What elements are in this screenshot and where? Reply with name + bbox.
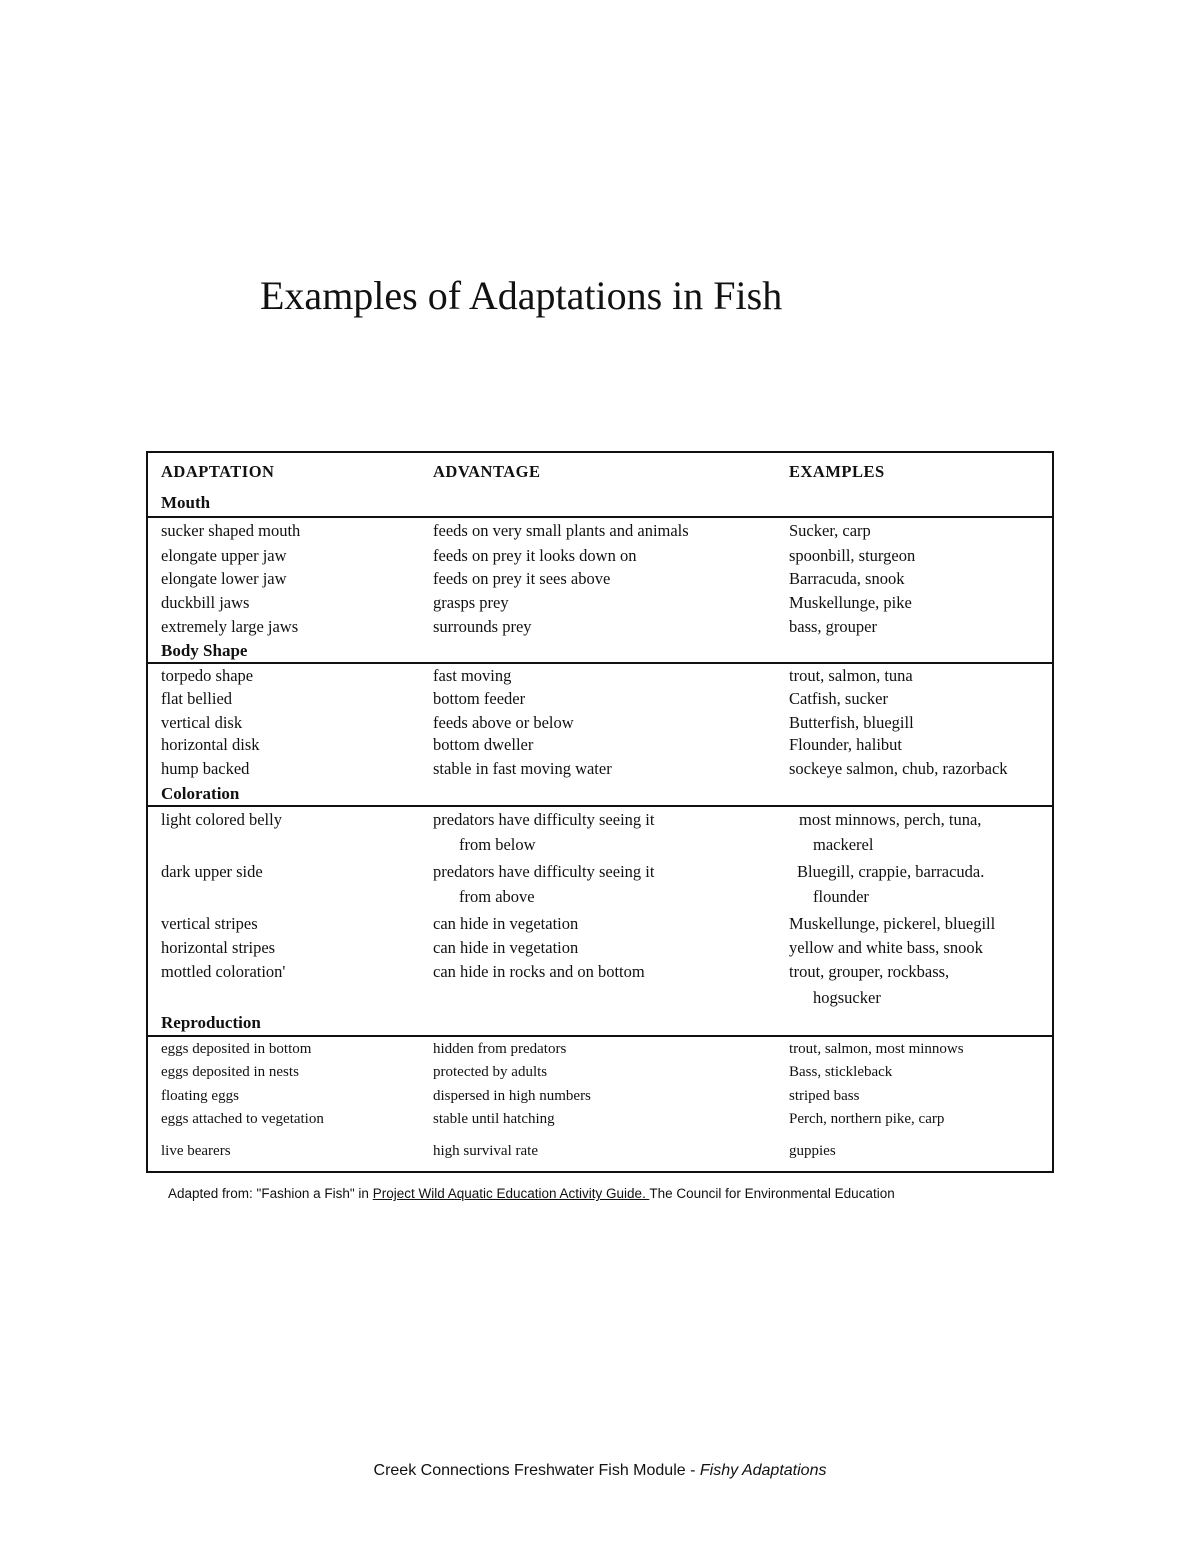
adaptations-table [146,451,1054,1173]
table-cell: horizontal stripes [161,938,276,957]
section-reproduction: Reproduction [161,1013,261,1032]
footnote-source-title: Project Wild Aquatic Education Activity Guide. [372,1186,650,1201]
footer-italic: Fishy Adaptations [699,1462,827,1479]
section-divider [148,1035,1052,1037]
table-cell: vertical stripes [161,914,258,933]
table-cell: eggs attached to vegetation [161,1111,324,1127]
table-cell: hidden from predators [433,1041,567,1057]
table-cell: live bearers [161,1143,231,1159]
section-mouth: Mouth [161,493,211,512]
table-cell: yellow and white bass, snook [789,938,983,957]
table-cell: can hide in rocks and on bottom [433,962,645,981]
table-cell: most minnows, perch, tuna, [799,810,982,829]
page-footer [0,1462,1200,1480]
table-cell: can hide in vegetation [433,914,579,933]
table-cell: eggs deposited in nests [161,1064,299,1080]
table-cell: Flounder, halibut [789,735,902,754]
table-cell: dispersed in high numbers [433,1088,591,1104]
table-cell: bass, grouper [789,617,877,636]
table-cell: mottled coloration' [161,962,286,981]
table-cell: floating eggs [161,1088,239,1104]
section-divider [148,805,1052,807]
section-body-shape: Body Shape [161,641,248,660]
table-cell: stable until hatching [433,1111,555,1127]
table-cell: Bass, stickleback [789,1064,893,1080]
table-cell: grasps prey [433,593,509,612]
header-advantage: ADVANTAGE [433,462,541,481]
table-cell: trout, grouper, rockbass, [789,962,950,981]
table-cell: elongate lower jaw [161,569,287,588]
footer-text: Creek Connections Freshwater Fish Module - [373,1462,700,1479]
footnote-prefix: Adapted from: "Fashion a Fish" in [168,1186,373,1201]
table-cell: eggs deposited in bottom [161,1041,312,1057]
table-cell: bottom dweller [433,735,534,754]
table-cell: Butterfish, bluegill [789,713,914,732]
table-cell: fast moving [433,666,512,685]
table-cell: predators have difficulty seeing it [433,810,655,829]
table-cell: elongate upper jaw [161,546,287,565]
table-cell: spoonbill, sturgeon [789,546,916,565]
table-cell: duckbill jaws [161,593,250,612]
table-cell: vertical disk [161,713,243,732]
section-coloration: Coloration [161,784,240,803]
table-cell: extremely large jaws [161,617,299,636]
table-cell: can hide in vegetation [433,938,579,957]
table-cell: feeds on very small plants and animals [433,521,689,540]
table-cell: trout, salmon, tuna [789,666,913,685]
table-cell: protected by adults [433,1064,548,1080]
table-cell: striped bass [789,1088,860,1104]
table-cell: predators have difficulty seeing it [433,862,655,881]
table-cell: Muskellunge, pickerel, bluegill [789,914,996,933]
table-cell: from above [459,887,535,906]
table-cell: flounder [813,887,869,906]
page-title: Examples of Adaptations in Fish [260,273,783,318]
table-cell: feeds on prey it sees above [433,569,611,588]
table-cell: hump backed [161,759,250,778]
section-divider [148,662,1052,664]
table-cell: Muskellunge, pike [789,593,912,612]
table-cell: sockeye salmon, chub, razorback [789,759,1008,778]
table-cell: Perch, northern pike, carp [789,1111,945,1127]
section-divider [148,516,1052,518]
table-cell: flat bellied [161,689,233,708]
table-cell: horizontal disk [161,735,260,754]
table-cell: torpedo shape [161,666,254,685]
source-footnote [168,1186,895,1201]
table-cell: Sucker, carp [789,521,871,540]
table-cell: stable in fast moving water [433,759,612,778]
table-cell: from below [459,835,536,854]
table-cell: Catfish, sucker [789,689,888,708]
footnote-suffix: The Council for Environmental Education [649,1186,895,1201]
header-adaptation: ADAPTATION [161,462,275,481]
table-cell: mackerel [813,835,874,854]
header-examples: EXAMPLES [789,462,885,481]
table-cell: feeds above or below [433,713,574,732]
table-cell: feeds on prey it looks down on [433,546,637,565]
table-cell: light colored belly [161,810,282,829]
table-cell: hogsucker [813,988,881,1007]
table-cell: surrounds prey [433,617,532,636]
table-cell: guppies [789,1143,836,1159]
table-cell: Barracuda, snook [789,569,905,588]
table-cell: sucker shaped mouth [161,521,301,540]
table-cell: Bluegill, crappie, barracuda. [797,862,985,881]
table-cell: high survival rate [433,1143,538,1159]
table-cell: bottom feeder [433,689,526,708]
table-cell: trout, salmon, most minnows [789,1041,964,1057]
table-cell: dark upper side [161,862,263,881]
